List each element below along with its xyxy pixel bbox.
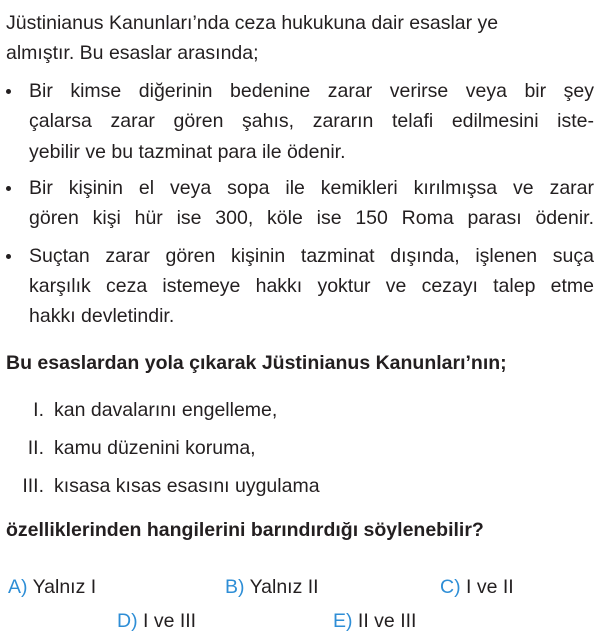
option-letter: D)	[117, 610, 138, 632]
option-letter: A)	[8, 576, 28, 598]
item-text: kısasa kısas esasını uygulama	[54, 475, 320, 497]
option-d[interactable]	[117, 609, 196, 633]
item-text: kamu düzenini koruma,	[54, 437, 256, 459]
option-text: I ve II	[466, 576, 514, 598]
bullet-1-line-1: Bir kimse diğerinin bedenine zarar verirse veya bir şey	[29, 80, 594, 102]
item-numeral: II.	[27, 437, 44, 459]
bullet-3-line-3: hakkı devletindir.	[29, 305, 175, 327]
option-letter: C)	[440, 576, 461, 598]
bullet-1-line-3: yebilir ve bu tazminat para ile ödenir.	[29, 141, 346, 163]
option-a[interactable]	[8, 575, 96, 599]
option-text: I ve III	[143, 610, 197, 632]
bullet-dot-icon	[6, 254, 11, 259]
item-numeral: III.	[22, 475, 44, 497]
item-text: kan davalarını engelleme,	[54, 399, 278, 421]
bullet-3-line-1: Suçtan zarar gören kişinin tazminat dışında, işlenen suça	[29, 245, 594, 267]
option-text: Yalnız I	[32, 576, 97, 598]
bullet-1-line-2: çalarsa zarar gören şahıs, zararın telafi edilmesini iste-	[29, 110, 594, 132]
bullet-2-line-2: gören kişi hür ise 300, köle ise 150 Roma parası ödenir.	[29, 207, 594, 229]
bullet-dot-icon	[6, 186, 11, 191]
option-letter: E)	[333, 610, 353, 632]
option-letter: B)	[225, 576, 245, 598]
intro-line-2: almıştır. Bu esaslar arasında;	[6, 42, 259, 64]
option-text: Yalnız II	[249, 576, 319, 598]
bullet-2-line-1: Bir kişinin el veya sopa ile kemikleri kırılmışsa ve zarar	[29, 177, 594, 199]
option-e[interactable]	[333, 609, 416, 633]
option-c[interactable]	[440, 575, 514, 599]
option-b[interactable]	[225, 575, 319, 599]
question-stem: Bu esaslardan yola çıkarak Jüstinianus Kanunları’nın;	[6, 352, 507, 374]
intro-line-1: Jüstinianus Kanunları’nda ceza hukukuna dair esaslar ye	[6, 12, 499, 34]
option-text: II ve III	[357, 610, 417, 632]
question-end: özelliklerinden hangilerini barındırdığı söylenebilir?	[6, 519, 484, 541]
bullet-3-line-2: karşılık ceza istemeye hakkı yoktur ve cezayı talep etme	[29, 275, 594, 297]
item-numeral: I.	[33, 399, 44, 421]
bullet-dot-icon	[6, 89, 11, 94]
